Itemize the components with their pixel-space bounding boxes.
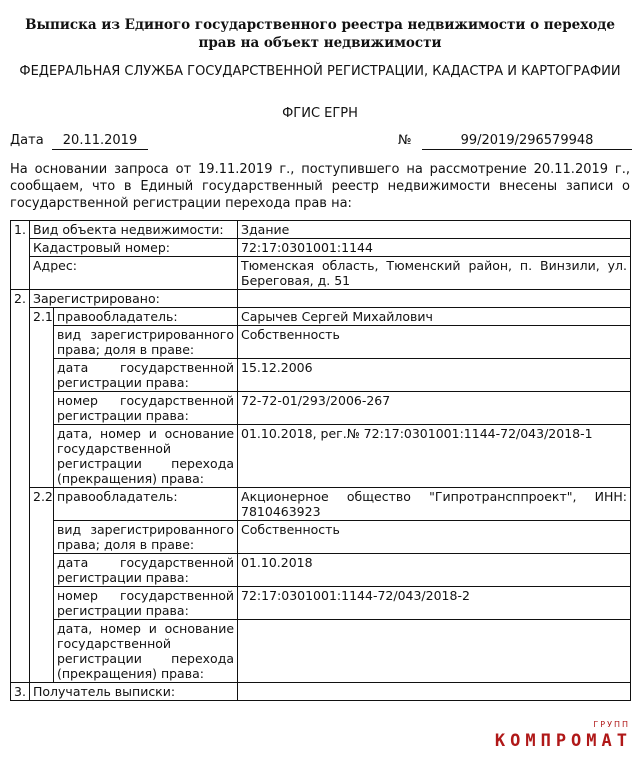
row-label: Адрес:	[30, 257, 238, 290]
row-label: дата, номер и основание государственной регистрации перехода (прекращения) права:	[54, 620, 238, 683]
table-row	[11, 488, 631, 521]
number-value: 99/2019/296579948	[422, 133, 632, 150]
registry-table	[10, 220, 631, 701]
document-title: Выписка из Единого государственного реестра недвижимости о переходе прав на объект недвижимости	[25, 17, 615, 51]
number-label: №	[398, 133, 412, 148]
row-value: 01.10.2018	[238, 554, 631, 587]
row-label: Получатель выписки:	[30, 683, 238, 701]
row-label: дата, номер и основание государственной регистрации перехода (прекращения) права:	[54, 425, 238, 488]
table-row	[11, 683, 631, 701]
table-row	[11, 221, 631, 239]
row-label: Вид объекта недвижимости:	[30, 221, 238, 239]
row-label: вид зарегистрированного права; доля в праве:	[54, 521, 238, 554]
row-value: 01.10.2018, рег.№ 72:17:0301001:1144-72/043/2018-1	[238, 425, 631, 488]
row-value: Тюменская область, Тюменский район, п. Винзили, ул. Береговая, д. 51	[238, 257, 631, 290]
intro-paragraph: На основании запроса от 19.11.2019 г., поступившего на рассмотрение 20.11.2019 г., сообщаем, что в Единый государственный реестр недвижимости внесены записи о государственной регистрации перехода прав на:	[10, 162, 630, 211]
table-row	[11, 239, 631, 257]
row-label: номер государственной регистрации права:	[54, 392, 238, 425]
row-value: 72-72-01/293/2006-267	[238, 392, 631, 425]
table-row	[11, 257, 631, 290]
entry-number: 2.1	[30, 308, 54, 488]
row-label: Кадастровый номер:	[30, 239, 238, 257]
table-row	[11, 425, 631, 488]
row-label: дата государственной регистрации права:	[54, 554, 238, 587]
row-value: Здание	[238, 221, 631, 239]
watermark-subtitle: ГРУПП	[593, 720, 630, 729]
table-row	[11, 359, 631, 392]
row-value: 72:17:0301001:1144	[238, 239, 631, 257]
table-row	[11, 290, 631, 308]
agency-name: ФЕДЕРАЛЬНАЯ СЛУЖБА ГОСУДАРСТВЕННОЙ РЕГИСТРАЦИИ, КАДАСТРА И КАРТОГРАФИИ	[19, 64, 621, 79]
row-value	[238, 683, 631, 701]
row-value: Собственность	[238, 326, 631, 359]
date-number-row	[10, 133, 632, 151]
entry-number: 2.2	[30, 488, 54, 683]
date-label: Дата	[10, 133, 44, 148]
date-value: 20.11.2019	[52, 133, 148, 150]
row-label: номер государственной регистрации права:	[54, 587, 238, 620]
watermark-logo: КОМПРОМАТ	[494, 731, 632, 751]
row-value	[238, 290, 631, 308]
row-value	[238, 620, 631, 683]
row-label: Зарегистрировано:	[30, 290, 238, 308]
table-row	[11, 620, 631, 683]
row-value: 15.12.2006	[238, 359, 631, 392]
table-row	[11, 308, 631, 326]
row-value: 72:17:0301001:1144-72/043/2018-2	[238, 587, 631, 620]
table-row	[11, 326, 631, 359]
table-row	[11, 392, 631, 425]
section-number: 1.	[11, 221, 30, 290]
row-label: вид зарегистрированного права; доля в праве:	[54, 326, 238, 359]
section-number: 3.	[11, 683, 30, 701]
row-value: Акционерное общество "Гипротрансппроект", ИНН: 7810463923	[238, 488, 631, 521]
table-row	[11, 521, 631, 554]
row-value: Сарычев Сергей Михайлович	[238, 308, 631, 326]
row-label: дата государственной регистрации права:	[54, 359, 238, 392]
row-label: правообладатель:	[54, 488, 238, 521]
system-name: ФГИС ЕГРН	[282, 106, 358, 121]
row-value: Собственность	[238, 521, 631, 554]
table-row	[11, 587, 631, 620]
section-number: 2.	[11, 290, 30, 683]
row-label: правообладатель:	[54, 308, 238, 326]
table-row	[11, 554, 631, 587]
